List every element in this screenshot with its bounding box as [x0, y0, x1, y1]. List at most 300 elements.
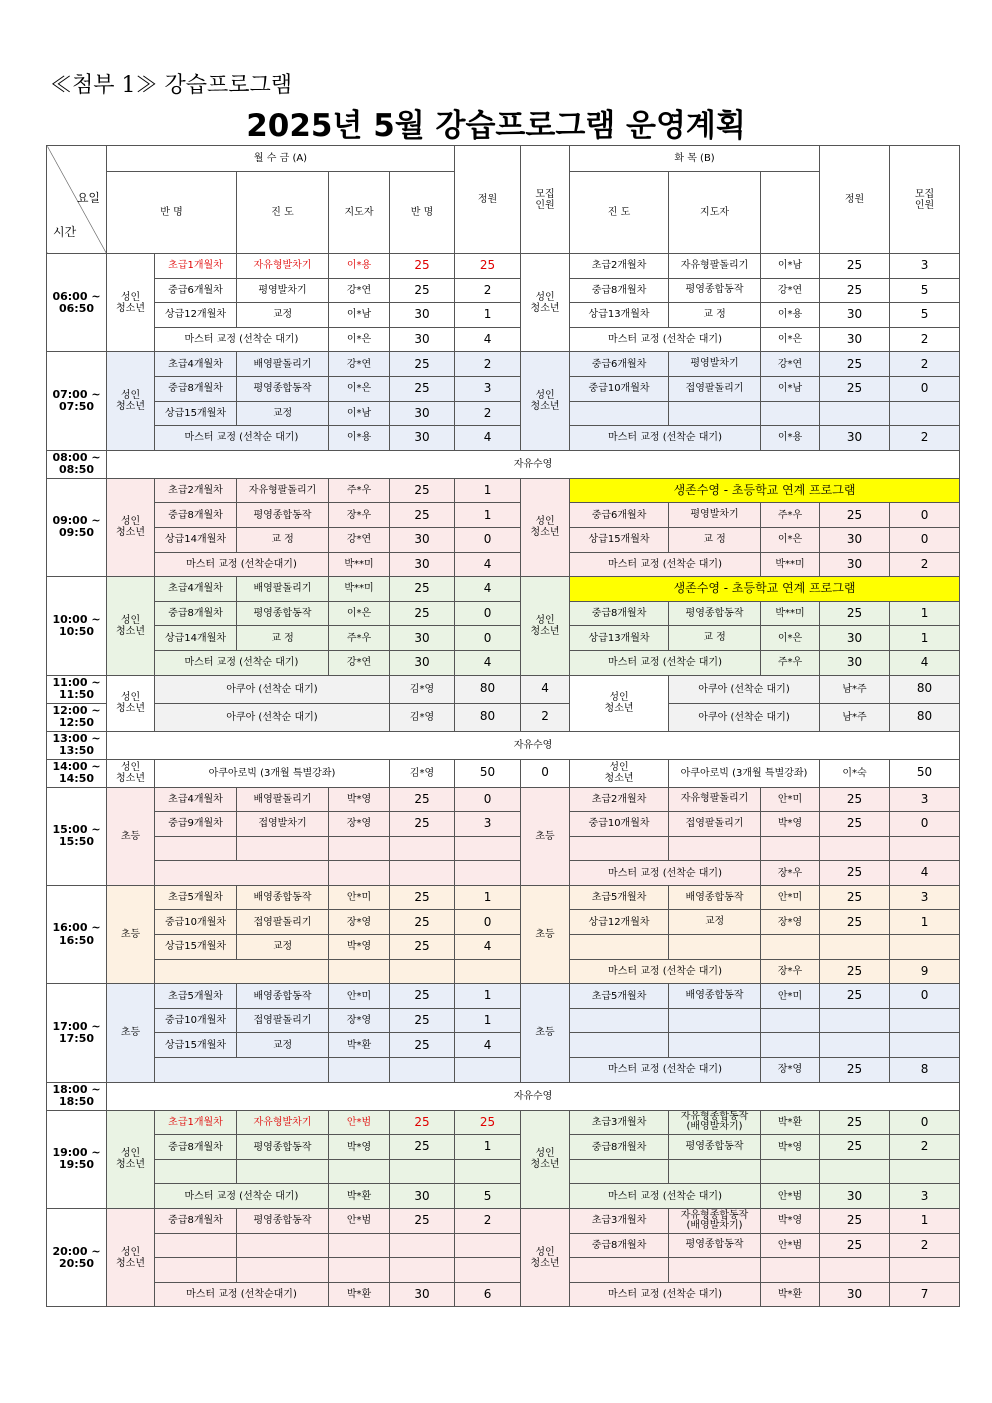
schedule-row [47, 1058, 960, 1083]
cap-b [820, 935, 890, 960]
progress-b: 배영종합동작 [669, 885, 761, 910]
recruit-b: 5 [890, 278, 960, 303]
instructor-b: 박**미 [761, 601, 820, 626]
recruit-a: 1 [455, 1135, 521, 1160]
recruit-a: 4 [455, 552, 521, 577]
progress-b: 평영종합동작 [669, 1233, 761, 1258]
class-b: 초급3개월차 [570, 1110, 669, 1135]
cap-b: 30 [820, 327, 890, 352]
schedule-row [47, 1258, 960, 1283]
instructor-a: 장*우 [329, 503, 390, 528]
free-swim-row [47, 1082, 960, 1110]
class-b [570, 1033, 669, 1058]
class-a: 초급1개월차 [155, 254, 237, 279]
class-b: 중급8개월차 [570, 1233, 669, 1258]
target-b: 초등 [521, 984, 570, 1082]
cap-b: 30 [820, 552, 890, 577]
class-b: 초급3개월차 [570, 1209, 669, 1234]
class-a: 중급8개월차 [155, 503, 237, 528]
progress-a: 평영발차기 [237, 278, 329, 303]
instructor-a: 김*영 [390, 703, 455, 731]
cap-a: 25 [390, 1033, 455, 1058]
recruit-b: 3 [890, 885, 960, 910]
schedule-row [47, 1135, 960, 1160]
target-a: 성인 청소년 [107, 478, 155, 576]
recruit-a: 0 [455, 910, 521, 935]
progress-b [669, 836, 761, 861]
target-a: 성인 청소년 [107, 254, 155, 352]
schedule-row [47, 426, 960, 451]
recruit-a: 1 [455, 478, 521, 503]
progress-a: 배영종합동작 [237, 885, 329, 910]
class-a: 상급12개월차 [155, 303, 237, 328]
progress-b: 교 정 [669, 527, 761, 552]
recruit-b: 2 [890, 352, 960, 377]
recruit-a [455, 861, 521, 886]
cap-a [390, 959, 455, 984]
cap-a: 25 [390, 935, 455, 960]
class-b: 마스터 교정 (선착순 대기) [570, 1282, 761, 1307]
instructor-b: 장*영 [761, 910, 820, 935]
recruit-a-header: 모집 인원 [521, 146, 570, 254]
cap-b: 25 [820, 352, 890, 377]
recruit-a [455, 1233, 521, 1258]
class-a: 상급15개월차 [155, 1033, 237, 1058]
recruit-a: 4 [455, 1033, 521, 1058]
cap-b: 25 [820, 787, 890, 812]
recruit-b: 0 [890, 503, 960, 528]
cap-a: 25 [390, 376, 455, 401]
corner-cell [47, 146, 107, 254]
instructor-a [329, 861, 390, 886]
class-b: 마스터 교정 (선착순 대기) [570, 1058, 761, 1083]
instructor-b: 이*용 [761, 426, 820, 451]
cap-a: 25 [390, 1008, 455, 1033]
recruit-b [890, 401, 960, 426]
cap-a [390, 836, 455, 861]
instructor-a: 이*용 [329, 426, 390, 451]
recruit-a: 2 [455, 1209, 521, 1234]
progress-b [669, 401, 761, 426]
progress-b: 교정 [669, 910, 761, 935]
cap-b: 25 [820, 1058, 890, 1083]
recruit-a: 1 [455, 885, 521, 910]
recruit-b: 3 [890, 1184, 960, 1209]
instructor-b [761, 1008, 820, 1033]
class-b: 마스터 교정 (선착순 대기) [570, 552, 761, 577]
recruit-b: 8 [890, 1058, 960, 1083]
recruit-a: 25 [455, 254, 521, 279]
class-b: 마스터 교정 (선착순 대기) [570, 959, 761, 984]
time-slot: 16:00 ~ 16:50 [47, 885, 107, 983]
progress-b [669, 1008, 761, 1033]
progress-b [669, 1258, 761, 1283]
class-a [155, 836, 237, 861]
recruit-a: 2 [455, 352, 521, 377]
recruit-b [890, 935, 960, 960]
class-b: 중급8개월차 [570, 601, 669, 626]
progress-b: 접영팔돌리기 [669, 812, 761, 837]
instructor-b [761, 1033, 820, 1058]
cap-a [390, 1233, 455, 1258]
instructor-b [761, 401, 820, 426]
target-b: 초등 [521, 787, 570, 885]
instructor-a: 안*범 [329, 1209, 390, 1234]
day-label: 요일 [76, 191, 100, 205]
schedule-row [47, 935, 960, 960]
progress-a: 배영팔돌리기 [237, 352, 329, 377]
instructor-b: 이*남 [761, 254, 820, 279]
class-b: 아쿠아 (선착순 대기) [669, 675, 820, 703]
progress-a: 평영종합동작 [237, 1135, 329, 1160]
cap-b: 80 [890, 703, 960, 731]
target-a: 성인 청소년 [107, 577, 155, 675]
schedule-row [47, 675, 960, 703]
instructor-a: 박*환 [329, 1184, 390, 1209]
class-b: 아쿠아 (선착순 대기) [669, 703, 820, 731]
schedule-row [47, 352, 960, 377]
recruit-a: 0 [455, 527, 521, 552]
recruit-b: 1 [890, 626, 960, 651]
class-b [570, 935, 669, 960]
progress-a: 평영종합동작 [237, 1209, 329, 1234]
class-b: 초급5개월차 [570, 984, 669, 1009]
progress-a: 평영종합동작 [237, 376, 329, 401]
class-a: 상급15개월차 [155, 401, 237, 426]
cap-a [390, 1159, 455, 1184]
cap-a: 25 [390, 601, 455, 626]
cap-a: 30 [390, 1184, 455, 1209]
class-b: 상급13개월차 [570, 626, 669, 651]
instructor-a: 안*미 [329, 984, 390, 1009]
progress-a: 배영팔돌리기 [237, 787, 329, 812]
instructor-b: 강*연 [761, 278, 820, 303]
cap-a: 25 [390, 254, 455, 279]
target-a: 초등 [107, 984, 155, 1082]
time-slot: 17:00 ~ 17:50 [47, 984, 107, 1082]
instructor-a: 이*은 [329, 327, 390, 352]
schedule-row [47, 552, 960, 577]
schedule-row [47, 503, 960, 528]
instructor-a [329, 959, 390, 984]
schedule-row [47, 1033, 960, 1058]
recruit-a [455, 836, 521, 861]
schedule-row [47, 1233, 960, 1258]
class-a: 초급4개월차 [155, 352, 237, 377]
free-swim-row [47, 450, 960, 478]
recruit-b: 1 [890, 601, 960, 626]
cap-a: 30 [390, 650, 455, 675]
schedule-row [47, 601, 960, 626]
schedule-row [47, 1184, 960, 1209]
cap-b [820, 836, 890, 861]
schedule-row [47, 1159, 960, 1184]
instructor-a: 안*미 [329, 885, 390, 910]
instructor-b: 안*범 [761, 1184, 820, 1209]
instructor-a: 강*연 [329, 527, 390, 552]
schedule-row [47, 984, 960, 1009]
highlight-program: 생존수영 - 초등학교 연계 프로그램 [570, 478, 960, 503]
schedule-row [47, 376, 960, 401]
recruit-b: 2 [890, 426, 960, 451]
cap-a [390, 1258, 455, 1283]
target-b: 성인 청소년 [521, 1209, 570, 1307]
cap-b [820, 1008, 890, 1033]
class-a [155, 1233, 237, 1258]
class-b-header: 반 명 [390, 172, 455, 254]
instructor-b: 안*범 [761, 1233, 820, 1258]
class-a: 상급14개월차 [155, 626, 237, 651]
instructor-b: 안*미 [761, 885, 820, 910]
recruit-b [890, 1258, 960, 1283]
target-a: 성인 청소년 [107, 1209, 155, 1307]
progress-b: 자유형종합동작 (배영발차기) [669, 1209, 761, 1234]
class-a [155, 1159, 237, 1184]
recruit-a [455, 959, 521, 984]
schedule-row [47, 861, 960, 886]
recruit-a: 4 [455, 935, 521, 960]
progress-b: 접영팔돌리기 [669, 376, 761, 401]
instructor-a: 이*남 [329, 303, 390, 328]
progress-a: 자유형발차기 [237, 254, 329, 279]
cap-b: 30 [820, 1282, 890, 1307]
class-a: 초급4개월차 [155, 577, 237, 602]
recruit-a: 2 [455, 278, 521, 303]
cap-a: 25 [390, 1209, 455, 1234]
class-b: 중급10개월차 [570, 812, 669, 837]
schedule-row [47, 577, 960, 602]
group-b-header: 화 목 (B) [570, 146, 820, 172]
instructor-a: 김*영 [390, 759, 455, 787]
cap-a [390, 1058, 455, 1083]
progress-b [669, 1159, 761, 1184]
recruit-a [455, 1159, 521, 1184]
instructor-a [329, 1233, 390, 1258]
instructor-b [761, 1159, 820, 1184]
cap-b [820, 1258, 890, 1283]
schedule-row [47, 527, 960, 552]
class-b [570, 1008, 669, 1033]
instructor-a: 박*환 [329, 1282, 390, 1307]
time-slot: 06:00 ~ 06:50 [47, 254, 107, 352]
instructor-a-header: 지도자 [329, 172, 390, 254]
class-a: 상급14개월차 [155, 527, 237, 552]
instructor-b: 이*은 [761, 626, 820, 651]
class-a: 마스터 교정 (선착순 대기) [155, 1184, 329, 1209]
recruit-b: 7 [890, 1282, 960, 1307]
instructor-b: 남*주 [820, 703, 890, 731]
schedule-row [47, 836, 960, 861]
recruit-a: 3 [455, 812, 521, 837]
cap-a: 50 [455, 759, 521, 787]
progress-a: 접영팔돌리기 [237, 910, 329, 935]
class-a: 아쿠아 (선착순 대기) [155, 703, 390, 731]
cap-b: 25 [820, 254, 890, 279]
time-label: 시간 [53, 224, 77, 239]
class-a: 중급8개월차 [155, 1135, 237, 1160]
progress-a: 교정 [237, 1033, 329, 1058]
class-a: 초급4개월차 [155, 787, 237, 812]
class-a: 초급2개월차 [155, 478, 237, 503]
cap-a: 25 [390, 503, 455, 528]
target-a: 성인 청소년 [107, 352, 155, 450]
class-a [155, 959, 329, 984]
class-a: 상급15개월차 [155, 935, 237, 960]
instructor-b: 박*환 [761, 1110, 820, 1135]
class-a: 마스터 교정 (선착순 대기) [155, 327, 329, 352]
instructor-a: 이*용 [329, 254, 390, 279]
progress-a: 교정 [237, 935, 329, 960]
cap-b [820, 1033, 890, 1058]
target-a: 성인 청소년 [107, 675, 155, 731]
target-a: 성인 청소년 [107, 759, 155, 787]
progress-b: 평영발차기 [669, 503, 761, 528]
attachment-label: ≪첨부 1≫ 강습프로그램 [50, 73, 293, 98]
time-slot: 15:00 ~ 15:50 [47, 787, 107, 885]
class-a: 중급8개월차 [155, 376, 237, 401]
recruit-b: 2 [890, 1233, 960, 1258]
cap-a: 80 [455, 703, 521, 731]
schedule-table [46, 145, 960, 1307]
class-a: 마스터 교정 (선착순 대기) [155, 426, 329, 451]
cap-a: 25 [390, 1135, 455, 1160]
target-b: 성인 청소년 [570, 759, 669, 787]
instructor-b: 강*연 [761, 352, 820, 377]
recruit-b: 9 [890, 959, 960, 984]
recruit-a: 1 [455, 1008, 521, 1033]
cap-a-header: 정원 [455, 146, 521, 254]
time-slot: 11:00 ~ 11:50 [47, 675, 107, 703]
target-b: 성인 청소년 [521, 478, 570, 576]
time-slot: 10:00 ~ 10:50 [47, 577, 107, 675]
instructor-a: 박*영 [329, 1135, 390, 1160]
cap-a: 25 [390, 278, 455, 303]
free-swim-label: 자유수영 [107, 731, 960, 759]
instructor-a [329, 836, 390, 861]
class-b: 마스터 교정 (선착순 대기) [570, 1184, 761, 1209]
progress-a: 교 정 [237, 527, 329, 552]
cap-a: 25 [390, 787, 455, 812]
instructor-b: 박*영 [761, 1209, 820, 1234]
recruit-a: 1 [455, 303, 521, 328]
instructor-a: 박**미 [329, 552, 390, 577]
recruit-a: 0 [455, 626, 521, 651]
instructor-b: 박**미 [761, 552, 820, 577]
recruit-b [890, 1033, 960, 1058]
time-slot: 20:00 ~ 20:50 [47, 1209, 107, 1307]
time-slot: 13:00 ~ 13:50 [47, 731, 107, 759]
class-a: 중급10개월차 [155, 1008, 237, 1033]
schedule-row [47, 327, 960, 352]
class-a: 중급8개월차 [155, 601, 237, 626]
instructor-a: 장*영 [329, 910, 390, 935]
class-b: 마스터 교정 (선착순 대기) [570, 426, 761, 451]
class-b: 상급15개월차 [570, 527, 669, 552]
cap-b: 25 [820, 959, 890, 984]
recruit-a: 0 [455, 601, 521, 626]
class-b: 상급13개월차 [570, 303, 669, 328]
class-a: 중급6개월차 [155, 278, 237, 303]
recruit-b [890, 1159, 960, 1184]
class-b: 상급12개월차 [570, 910, 669, 935]
class-b: 초급2개월차 [570, 254, 669, 279]
recruit-a: 1 [455, 503, 521, 528]
progress-a: 자유형발차기 [237, 1110, 329, 1135]
instructor-a [329, 1159, 390, 1184]
target-b: 성인 청소년 [521, 352, 570, 450]
recruit-b: 4 [890, 650, 960, 675]
class-a: 중급9개월차 [155, 812, 237, 837]
recruit-a: 4 [455, 426, 521, 451]
progress-b [669, 1033, 761, 1058]
progress-a: 자유형팔돌리기 [237, 478, 329, 503]
class-a [155, 1258, 237, 1283]
class-a: 아쿠아 (선착순 대기) [155, 675, 390, 703]
cap-b: 25 [820, 601, 890, 626]
class-b: 아쿠아로빅 (3개월 특별강좌) [669, 759, 820, 787]
instructor-a [329, 1058, 390, 1083]
cap-a: 30 [390, 1282, 455, 1307]
cap-a: 30 [390, 327, 455, 352]
instructor-b: 주*우 [761, 503, 820, 528]
instructor-a: 강*연 [329, 650, 390, 675]
cap-a: 30 [390, 527, 455, 552]
instructor-a: 이*남 [329, 401, 390, 426]
cap-a: 30 [390, 401, 455, 426]
class-b: 마스터 교정 (선착순 대기) [570, 650, 761, 675]
progress-a: 교정 [237, 401, 329, 426]
target-a: 초등 [107, 787, 155, 885]
instructor-a [329, 1258, 390, 1283]
cap-a: 25 [390, 812, 455, 837]
target-b: 성인 청소년 [521, 254, 570, 352]
instructor-a: 강*연 [329, 352, 390, 377]
target-b: 성인 청소년 [521, 1110, 570, 1208]
class-a: 중급10개월차 [155, 910, 237, 935]
instructor-b: 안*미 [761, 787, 820, 812]
class-b: 초급2개월차 [570, 787, 669, 812]
instructor-a: 박**미 [329, 577, 390, 602]
progress-b: 평영종합동작 [669, 278, 761, 303]
class-b [570, 1258, 669, 1283]
class-a-header: 반 명 [107, 172, 237, 254]
cap-b: 30 [820, 650, 890, 675]
class-a: 마스터 교정 (선착순대기) [155, 552, 329, 577]
instructor-b: 박*영 [761, 812, 820, 837]
target-a: 초등 [107, 885, 155, 983]
recruit-a: 6 [455, 1282, 521, 1307]
class-b: 마스터 교정 (선착순 대기) [570, 327, 761, 352]
target-a: 성인 청소년 [107, 1110, 155, 1208]
instructor-a: 장*영 [329, 1008, 390, 1033]
progress-b: 자유형팔돌리기 [669, 254, 761, 279]
recruit-b: 3 [890, 787, 960, 812]
time-slot: 07:00 ~ 07:50 [47, 352, 107, 450]
class-a [155, 861, 329, 886]
instructor-a: 박*영 [329, 935, 390, 960]
progress-b-header: 진 도 [570, 172, 669, 254]
schedule-row [47, 959, 960, 984]
instructor-b: 이*숙 [820, 759, 890, 787]
instructor-a: 박*환 [329, 1033, 390, 1058]
instructor-a: 강*연 [329, 278, 390, 303]
cap-b: 25 [820, 984, 890, 1009]
instructor-b: 주*우 [761, 650, 820, 675]
cap-b: 25 [820, 885, 890, 910]
recruit-a: 4 [521, 675, 570, 703]
instructor-a: 김*영 [390, 675, 455, 703]
class-a: 마스터 교정 (선착순대기) [155, 1282, 329, 1307]
